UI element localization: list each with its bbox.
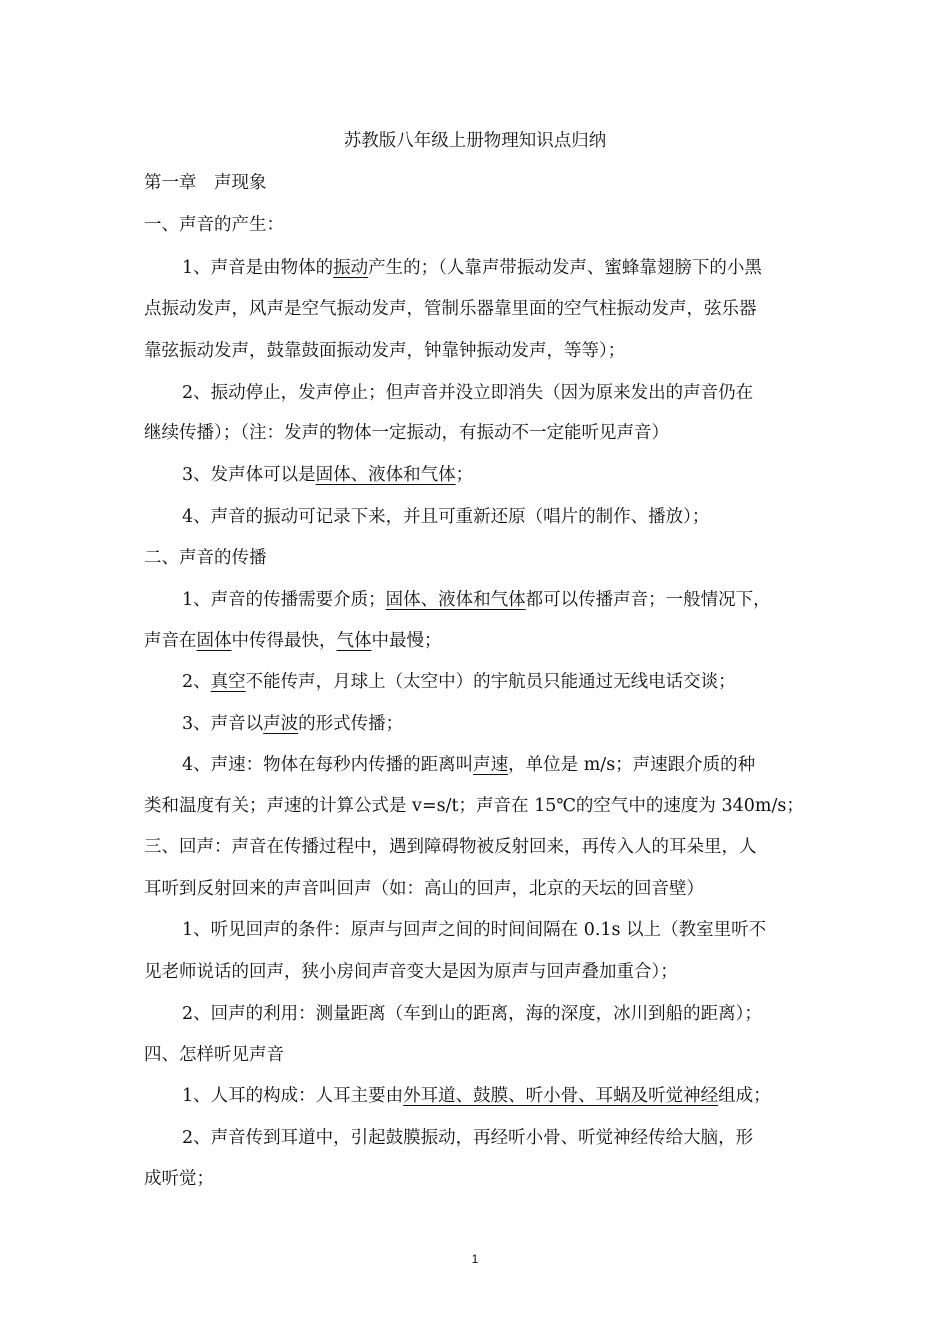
paragraph-line: 见老师说话的回声，狭小房间声音变大是因为原声与回声叠加重合）；	[144, 962, 678, 982]
paragraph-line: 2、振动停止，发声停止；但声音并没立即消失（因为原来发出的声音仍在	[182, 383, 754, 403]
paragraph-line: 1、人耳的构成：人耳主要由外耳道、鼓膜、听小骨、耳蜗及听觉神经组成；	[182, 1086, 771, 1106]
underlined-term: 气体	[336, 631, 372, 651]
paragraph-line: 3、发声体可以是固体、液体和气体；	[182, 465, 474, 485]
underlined-term: 固体、液体和气体	[385, 590, 526, 610]
paragraph-line: 三、回声：声音在传播过程中，遇到障碍物被反射回来，再传入人的耳朵里，人	[144, 837, 757, 857]
underlined-term: 固体、液体和气体	[315, 465, 456, 485]
paragraph-line: 靠弦振动发声，鼓靠鼓面振动发声，钟靠钟振动发声，等等）；	[144, 341, 626, 361]
section-heading: 四、怎样听见声音	[144, 1045, 284, 1065]
underlined-term: 固体	[196, 631, 232, 651]
chapter-heading: 第一章 声现象	[144, 173, 267, 193]
paragraph-line: 1、声音的传播需要介质；固体、液体和气体都可以传播声音；一般情况下，	[182, 590, 771, 610]
page-number: 1	[471, 1252, 479, 1266]
paragraph-line: 1、声音是由物体的振动产生的；（人靠声带振动发声、蜜蜂靠翅膀下的小黑	[182, 258, 762, 278]
paragraph-line: 4、声速：物体在每秒内传播的距离叫声速，单位是 m/s；声速跟介质的种	[182, 755, 756, 775]
paragraph-line: 成听觉；	[144, 1169, 214, 1189]
paragraph-line: 2、真空不能传声，月球上（太空中）的宇航员只能通过无线电话交谈；	[182, 672, 736, 692]
underlined-term: 声波	[263, 714, 299, 734]
section-heading: 一、声音的产生：	[144, 215, 284, 235]
paragraph-line: 继续传播）；（注：发声的物体一定振动，有振动不一定能听见声音）	[144, 423, 669, 443]
section-heading: 二、声音的传播	[144, 548, 267, 568]
paragraph-line: 耳听到反射回来的声音叫回声（如：高山的回声，北京的天坛的回音壁）	[144, 879, 704, 899]
underlined-term: 振动	[333, 258, 369, 278]
paragraph-line: 2、声音传到耳道中，引起鼓膜振动，再经听小骨、听觉神经传给大脑，形	[182, 1128, 754, 1148]
underlined-term: 声速	[473, 755, 509, 775]
paragraph-line: 类和温度有关；声速的计算公式是 v=s/t；声音在 15℃的空气中的速度为 340m/s；	[144, 796, 804, 816]
underlined-term: 真空	[210, 672, 246, 692]
doc-title: 苏教版八年级上册物理知识点归纳	[343, 131, 607, 151]
paragraph-line: 2、回声的利用：测量距离（车到山的距离，海的深度，冰川到船的距离）；	[182, 1004, 762, 1024]
underlined-term: 外耳道、鼓膜、听小骨、耳蜗及听觉神经	[403, 1086, 719, 1106]
paragraph-line: 声音在固体中传得最快，气体中最慢；	[144, 631, 442, 651]
paragraph-line: 3、声音以声波的形式传播；	[182, 714, 404, 734]
paragraph-line: 点振动发声，风声是空气振动发声，管制乐器靠里面的空气柱振动发声，弦乐器	[144, 299, 757, 319]
paragraph-line: 1、听见回声的条件：原声与回声之间的时间间隔在 0.1s 以上（教室里听不	[182, 920, 767, 940]
paragraph-line: 4、声音的振动可记录下来，并且可重新还原（唱片的制作、播放）；	[182, 507, 710, 527]
